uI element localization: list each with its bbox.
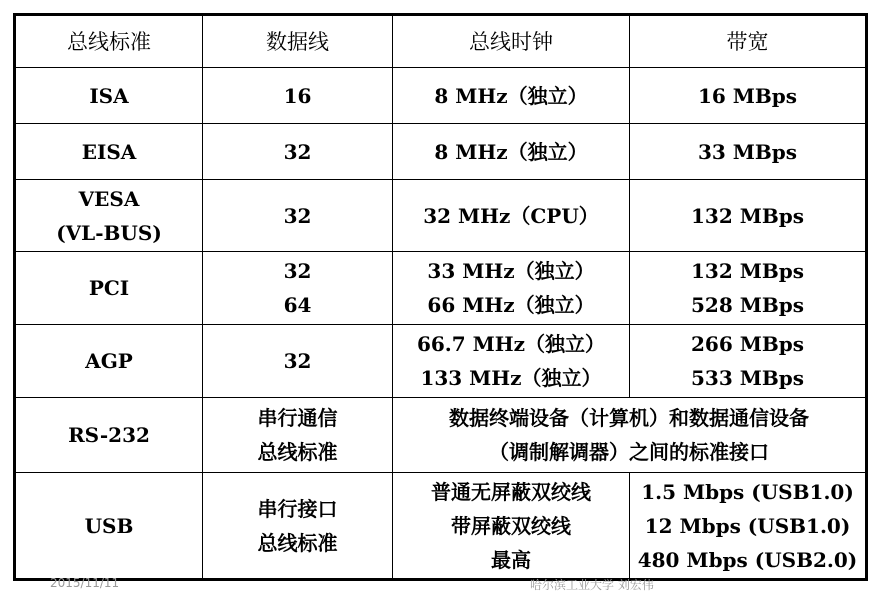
cell-clock: 33 MHz（独立） 66 MHz（独立） bbox=[393, 252, 630, 325]
cell-data-lines: 32 64 bbox=[203, 252, 393, 325]
table-row-usb bbox=[15, 473, 867, 580]
cell-bandwidth: 33 MBps bbox=[630, 124, 867, 180]
cell-standard: VESA (VL-BUS) bbox=[15, 180, 203, 252]
cell-standard: PCI bbox=[15, 252, 203, 325]
cell-data-lines: 串行通信 总线标准 bbox=[203, 398, 393, 473]
cell-data-lines: 32 bbox=[203, 124, 393, 180]
cell-description: 数据终端设备（计算机）和数据通信设备 （调制解调器）之间的标准接口 bbox=[393, 398, 867, 473]
header-row bbox=[15, 15, 867, 68]
table-row-eisa bbox=[15, 124, 867, 180]
table-row-pci bbox=[15, 252, 867, 325]
cell-standard: EISA bbox=[15, 124, 203, 180]
footer-date: 2015/11/11 bbox=[50, 576, 120, 590]
cell-data-lines: 16 bbox=[203, 68, 393, 124]
cell-clock: 8 MHz（独立） bbox=[393, 68, 630, 124]
cell-bandwidth: 266 MBps 533 MBps bbox=[630, 325, 867, 398]
cell-bandwidth: 16 MBps bbox=[630, 68, 867, 124]
cell-data-lines: 32 bbox=[203, 325, 393, 398]
cell-standard: RS-232 bbox=[15, 398, 203, 473]
table-row-rs232 bbox=[15, 398, 867, 473]
cell-bandwidth: 1.5 Mbps (USB1.0) 12 Mbps (USB1.0) 480 Mbps (USB2.0) bbox=[630, 473, 867, 580]
header-bandwidth: 带宽 bbox=[630, 15, 867, 68]
cell-clock: 8 MHz（独立） bbox=[393, 124, 630, 180]
cell-clock: 32 MHz（CPU） bbox=[393, 180, 630, 252]
table-row-isa bbox=[15, 68, 867, 124]
bus-standards-table bbox=[13, 13, 868, 581]
cell-bandwidth: 132 MBps 528 MBps bbox=[630, 252, 867, 325]
cell-data-lines: 串行接口 总线标准 bbox=[203, 473, 393, 580]
table-row-vesa bbox=[15, 180, 867, 252]
cell-standard: ISA bbox=[15, 68, 203, 124]
cell-standard: AGP bbox=[15, 325, 203, 398]
header-standard: 总线标准 bbox=[15, 15, 203, 68]
cell-clock: 66.7 MHz（独立） 133 MHz（独立） bbox=[393, 325, 630, 398]
table-row-agp bbox=[15, 325, 867, 398]
footer-author: 哈尔滨工业大学 刘宏伟 bbox=[530, 578, 654, 592]
cell-bandwidth: 132 MBps bbox=[630, 180, 867, 252]
header-bus-clock: 总线时钟 bbox=[393, 15, 630, 68]
cell-data-lines: 32 bbox=[203, 180, 393, 252]
header-data-lines: 数据线 bbox=[203, 15, 393, 68]
cell-standard: USB bbox=[15, 473, 203, 580]
cell-clock: 普通无屏蔽双绞线 带屏蔽双绞线 最高 bbox=[393, 473, 630, 580]
